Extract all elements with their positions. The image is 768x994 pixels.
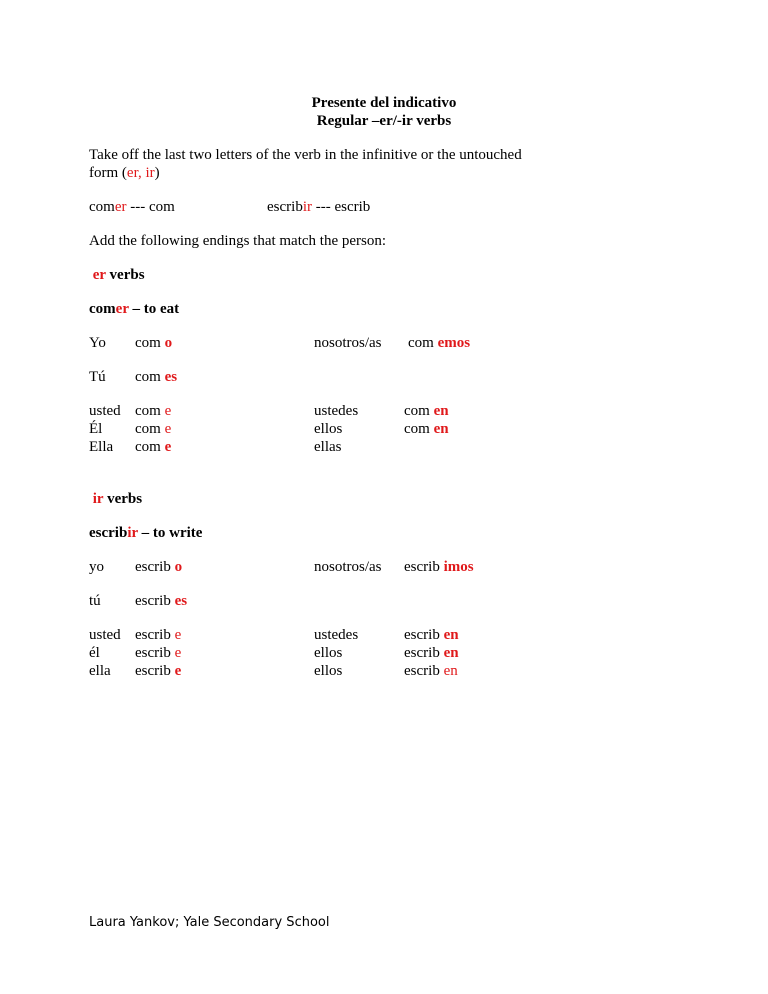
plural-conjugation: com en [404, 403, 449, 419]
pronoun: Ella [89, 439, 114, 455]
conjugation: com es [135, 369, 178, 385]
pronoun: Yo [89, 335, 106, 351]
conjugation: escrib o [135, 559, 183, 575]
plural-pronoun: nosotros/as [314, 335, 382, 351]
plural-conjugation: escrib en [404, 627, 459, 643]
plural-conjugation: escrib en [404, 663, 458, 679]
plural-pronoun: ellos [314, 663, 343, 679]
plural-pronoun: ellas [314, 439, 342, 455]
pronoun: ella [89, 663, 111, 679]
conjugation: escrib es [135, 593, 188, 609]
ir-heading: ir verbs [92, 491, 143, 507]
instruction-text: Add the following endings that match the person: [89, 233, 387, 249]
example-comer: comer --- com [89, 199, 175, 215]
document-title: Presente del indicativo [311, 95, 457, 111]
pronoun: él [89, 645, 100, 661]
intro-line-2: form (er, ir) [89, 165, 160, 181]
pronoun: usted [89, 403, 121, 419]
pronoun: tú [89, 593, 101, 609]
footer-credit: Laura Yankov; Yale Secondary School [89, 915, 330, 930]
conjugation: com o [135, 335, 173, 351]
conjugation: escrib e [135, 627, 182, 643]
plural-pronoun: nosotros/as [314, 559, 382, 575]
plural-conjugation: com emos [408, 335, 471, 351]
plural-pronoun: ustedes [314, 403, 359, 419]
plural-conjugation: com en [404, 421, 449, 437]
conjugation: com e [135, 439, 172, 455]
example-escribir: escribir --- escrib [267, 199, 371, 215]
intro-line-1: Take off the last two letters of the verb in the infinitive or the untouched [89, 147, 522, 163]
ir-verb-title: escribir – to write [89, 525, 203, 541]
conjugation: com e [135, 403, 172, 419]
document-subtitle: Regular –er/-ir verbs [316, 113, 452, 129]
er-verb-title: comer – to eat [89, 301, 180, 317]
er-heading: er verbs [92, 267, 145, 283]
plural-pronoun: ellos [314, 421, 343, 437]
conjugation: escrib e [135, 645, 182, 661]
plural-pronoun: ellos [314, 645, 343, 661]
conjugation: escrib e [135, 663, 182, 679]
plural-conjugation: escrib imos [404, 559, 474, 575]
pronoun: usted [89, 627, 121, 643]
conjugation: com e [135, 421, 172, 437]
pronoun: yo [89, 559, 104, 575]
plural-pronoun: ustedes [314, 627, 359, 643]
plural-conjugation: escrib en [404, 645, 459, 661]
pronoun: Él [89, 421, 103, 437]
pronoun: Tú [89, 369, 106, 385]
